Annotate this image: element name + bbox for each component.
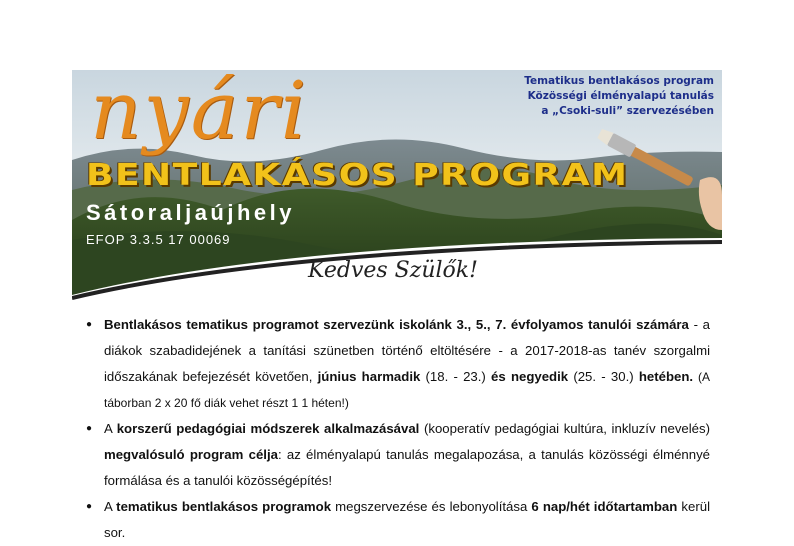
bold-text: 6 nap/hét időtartamban <box>531 499 678 514</box>
program-tagline <box>524 74 714 119</box>
body-text: (kooperatív pedagógiai kultúra, inkluzív nevelés) <box>419 421 710 436</box>
body-text: A <box>104 421 117 436</box>
program-title: BENTLAKÁSOS PROGRAM <box>86 158 629 193</box>
body-text: kerül sor. <box>104 499 711 540</box>
tagline-line-2: Közösségi élményalapú tanulás <box>527 90 714 102</box>
tagline-line-3: a „Csoki-suli” szervezésében <box>541 105 714 117</box>
greeting-heading: Kedves Szülők! <box>308 258 478 283</box>
body-text: megszervezése és lebonyolítása <box>331 499 532 514</box>
bold-text: június harmadik <box>317 369 421 384</box>
bold-text: hetében. <box>638 369 694 384</box>
bold-text: megvalósuló program célja <box>104 447 278 462</box>
project-code: EFOP 3.3.5 17 00069 <box>86 232 231 247</box>
body-text: : az élményalapú tanulás megalapozása, a tanulás közösségi élménnyé formálása és a tanulói közösségépítés! <box>104 447 711 488</box>
note-text: (A táborban 2 x 20 fő diák vehet részt 1 1 héten!) <box>104 370 710 410</box>
bullet-list <box>86 312 710 546</box>
bold-text: és negyedik <box>491 369 569 384</box>
bold-text: tematikus bentlakásos programok <box>116 499 332 514</box>
list-item <box>86 494 710 546</box>
bold-text: korszerű pedagógiai módszerek alkalmazásával <box>116 421 420 436</box>
list-item <box>86 416 710 494</box>
town-name: Sátoraljaújhely <box>86 200 296 225</box>
body-text: - a diákok szabadidejének a tanítási szünetben történő eltöltésére - a 2017-2018-as tanév szorgalmi időszakának befejezését követően, <box>104 317 710 384</box>
body-text: (18. - 23.) <box>420 369 492 384</box>
body-text: (25. - 30.) <box>568 369 639 384</box>
body-text: A <box>104 499 117 514</box>
tagline-line-1: Tematikus bentlakásos program <box>524 75 714 87</box>
list-item <box>86 312 710 416</box>
bold-text: Bentlakásos tematikus programot szervezünk iskolánk 3., 5., 7. évfolyamos tanulói számára <box>104 317 689 332</box>
script-title: nyári <box>90 70 309 157</box>
letter-body <box>86 312 710 546</box>
